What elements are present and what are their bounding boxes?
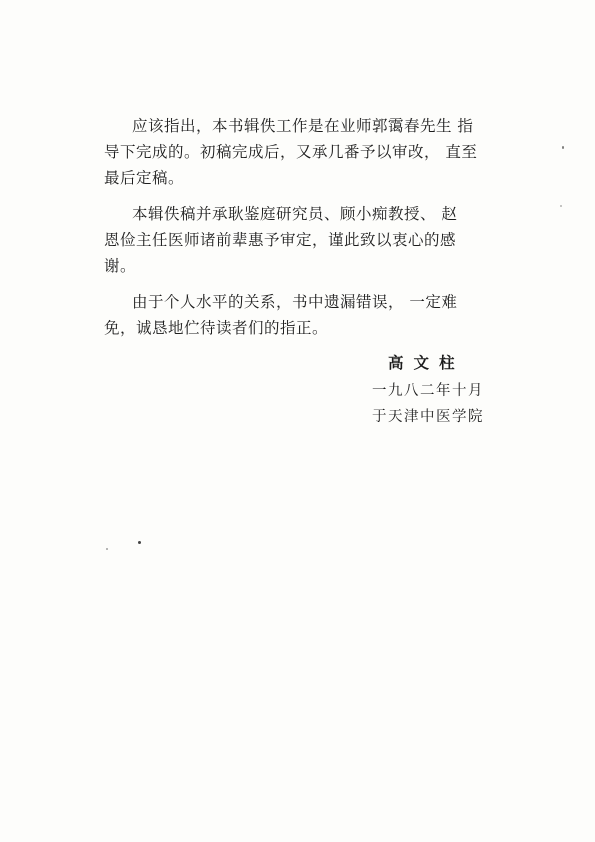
signature-date: 一九八二年十月 [372,383,484,399]
paragraph-line: 最后定稿。 [104,169,185,187]
signature-block [372,350,532,430]
paragraph-2 [104,201,524,279]
paragraph-line: 恩俭主任医师诸前辈惠予审定，谨此致以衷心的感 [104,231,457,249]
paragraph-line: 由于个人水平的关系，书中遗漏错误， 一定难 [132,293,458,311]
author-name: 高文柱 [388,353,465,372]
paragraph-1 [104,113,524,191]
paragraph-line: 本辑佚稿并承耿鉴庭研究员、顾小痴教授、 赵 [132,205,458,223]
scan-speck [562,146,564,149]
signature-place: 于天津中医学院 [372,409,484,425]
scan-speck [106,548,108,550]
paragraph-line: 导下完成的。初稿完成后，又承几番予以审改， 直至 [104,143,478,161]
scan-speck [560,205,562,207]
paragraph-line: 免，诚恳地伫待读者们的指正。 [104,319,329,337]
paragraph-3 [104,289,524,341]
paragraph-line: 应该指出，本书辑佚工作是在业师郭霭春先生 指 [132,117,474,135]
preface-body [104,113,524,351]
scan-speck [138,541,141,544]
paragraph-line: 谢。 [104,257,137,275]
